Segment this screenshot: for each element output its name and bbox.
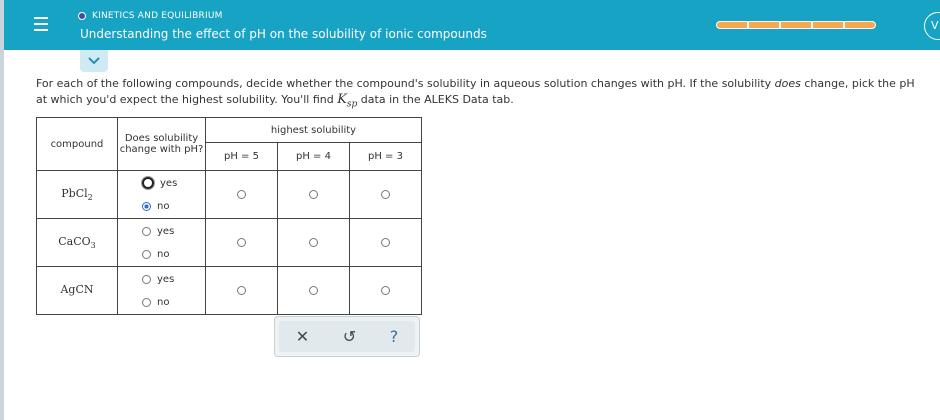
option-no[interactable]: no: [118, 195, 205, 218]
ph5-cell: [206, 219, 278, 267]
emphasis-does: does: [774, 77, 801, 90]
radio-no[interactable]: [142, 298, 151, 307]
undo-button[interactable]: ↺: [342, 327, 357, 346]
header-highest-solubility: highest solubility: [206, 118, 422, 143]
compound-cell: [37, 171, 118, 219]
change-cell: [118, 171, 206, 219]
compound-cell: [37, 219, 118, 267]
header-compound: compound: [37, 118, 118, 171]
option-yes[interactable]: yes: [118, 220, 205, 243]
topic-label: KINETICS AND EQUILIBRIUM: [92, 11, 223, 21]
next-button[interactable]: V: [924, 12, 940, 40]
option-yes[interactable]: yes: [118, 268, 205, 291]
ph5-cell: [206, 267, 278, 315]
table-row: [37, 219, 422, 267]
radio-ph3[interactable]: [381, 238, 390, 247]
header-ph5: pH = 5: [206, 143, 278, 171]
header-ph3: pH = 3: [350, 143, 422, 171]
radio-ph4[interactable]: [309, 238, 318, 247]
question-prompt: For each of the following compounds, decide whether the compound's solubility in aqueous solution changes with pH. If the solubility does change, pick the pH at which you'd expect the highest solubility. You'll find $K_{sp}$ data in the ALEKS Data tab.: [36, 77, 915, 110]
change-cell: [118, 219, 206, 267]
ph4-cell: [278, 171, 350, 219]
radio-ph5[interactable]: [237, 286, 246, 295]
page-title: Understanding the effect of pH on the solubility of ionic compounds: [80, 27, 487, 41]
radio-yes[interactable]: [142, 275, 151, 284]
radio-ph4[interactable]: [309, 286, 318, 295]
ph5-cell: [206, 171, 278, 219]
radio-ph3[interactable]: [381, 286, 390, 295]
table-row: [37, 171, 422, 219]
radio-yes[interactable]: [142, 227, 151, 236]
radio-ph5[interactable]: [237, 190, 246, 199]
clear-button[interactable]: ✕: [295, 327, 310, 346]
ksp-symbol: $K_{sp}$: [337, 92, 358, 110]
radio-no[interactable]: [142, 250, 151, 259]
left-border: [0, 0, 4, 420]
radio-yes[interactable]: [142, 177, 154, 189]
ph4-cell: [278, 219, 350, 267]
compound-formula: AgCN: [60, 282, 94, 296]
topic-dot-icon: [78, 12, 86, 20]
ph4-cell: [278, 267, 350, 315]
menu-icon[interactable]: [34, 17, 48, 33]
compound-formula: CaCO$_3$: [58, 234, 96, 251]
table-row: [37, 267, 422, 315]
progress-bar: [716, 21, 876, 29]
header-ph4: pH = 4: [278, 143, 350, 171]
option-no[interactable]: no: [118, 291, 205, 314]
collapse-toggle[interactable]: [80, 50, 108, 72]
help-button[interactable]: ?: [389, 327, 399, 346]
compound-formula: PbCl$_2$: [61, 186, 93, 203]
option-yes[interactable]: yes: [118, 172, 205, 195]
radio-no-selected[interactable]: [142, 202, 151, 211]
ph3-cell: [350, 171, 422, 219]
solubility-table: [36, 117, 422, 315]
chevron-down-icon: [88, 57, 100, 65]
option-no[interactable]: no: [118, 243, 205, 266]
ph3-cell: [350, 267, 422, 315]
answer-toolbar: [274, 316, 420, 357]
ph3-cell: [350, 219, 422, 267]
radio-ph3[interactable]: [381, 190, 390, 199]
compound-cell: [37, 267, 118, 315]
radio-ph5[interactable]: [237, 238, 246, 247]
topic-row: [78, 11, 223, 21]
change-cell: [118, 267, 206, 315]
header-solubility-change: Does solubility change with pH?: [118, 118, 206, 171]
radio-ph4[interactable]: [309, 190, 318, 199]
app-header: [4, 0, 940, 50]
